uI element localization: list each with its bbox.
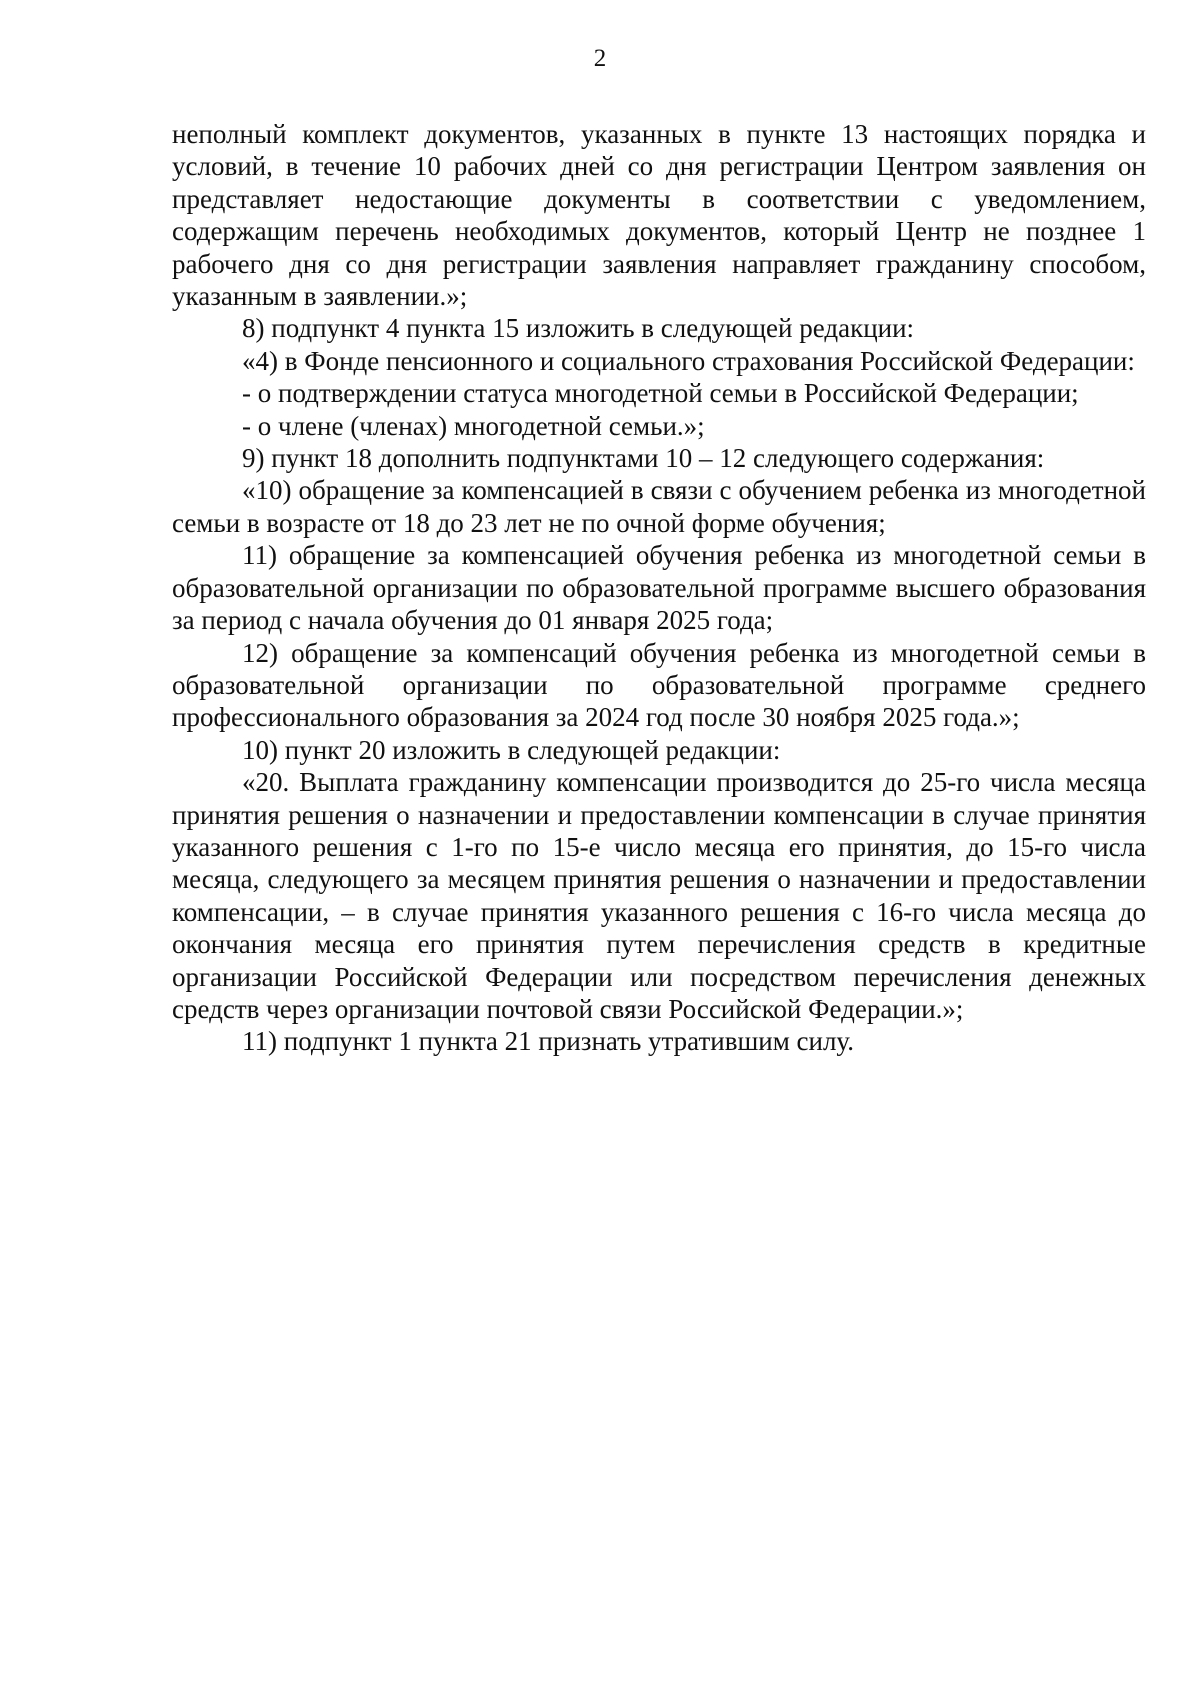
paragraph-item-9: 9) пункт 18 дополнить подпунктами 10 – 12 следующего содержания: <box>242 443 1045 474</box>
paragraph-item-10: 10) пункт 20 изложить в следующей редакции: <box>242 734 781 765</box>
paragraph-dash-members: - о члене (членах) многодетной семьи.»; <box>242 410 705 441</box>
document-body <box>172 118 1146 1058</box>
paragraph-continuation: неполный комплект документов, указанных в пункте 13 настоящих порядка и условий, в течение 10 рабочих дней со дня регистрации Центром заявления он представляет недостающие документы в соответствии с уведомлением, содержащим перечень необходимых документов, который Центр не позднее 1 рабочего дня со дня регистрации заявления направляет гражданину способом, указанным в заявлении.»; <box>172 119 1146 312</box>
paragraph-subitem-4-pension-fund: «4) в Фонде пенсионного и социального страхования Российской Федерации: <box>242 345 1135 376</box>
paragraph-subitem-11: 11) обращение за компенсацией обучения ребенка из многодетной семьи в образовательной организации по образовательной программе высшего образования за период с начала обучения до 01 января 2025 года; <box>172 540 1146 636</box>
paragraph-item-11: 11) подпункт 1 пункта 21 признать утратившим силу. <box>242 1026 854 1057</box>
paragraph-subitem-12: 12) обращение за компенсаций обучения ребенка из многодетной семьи в образовательной организации по образовательной программе среднего профессионального образования за 2024 год после 30 ноября 2025 года.»; <box>172 637 1146 733</box>
paragraph-dash-status: - о подтверждении статуса многодетной семьи в Российской Федерации; <box>242 378 1079 409</box>
paragraph-item-8: 8) подпункт 4 пункта 15 изложить в следующей редакции: <box>242 313 915 344</box>
page-number: 2 <box>593 45 607 72</box>
paragraph-subitem-10: «10) обращение за компенсацией в связи с обучением ребенка из многодетной семьи в возрасте от 18 до 23 лет не по очной форме обучения; <box>172 475 1146 538</box>
paragraph-item-20-payment: «20. Выплата гражданину компенсации производится до 25-го числа месяца принятия решения о назначении и предоставлении компенсации в случае принятия указанного решения с 1-го по 15-е число месяца его принятия, до 15-го числа месяца, следующего за месяцем принятия решения о назначении и предоставлении компенсации, – в случае принятия указанного решения с 16-го числа месяца до окончания месяца его принятия путем перечисления средств в кредитные организации Российской Федерации или посредством перечисления денежных средств через организации почтовой связи Российской Федерации.»; <box>172 767 1146 1024</box>
